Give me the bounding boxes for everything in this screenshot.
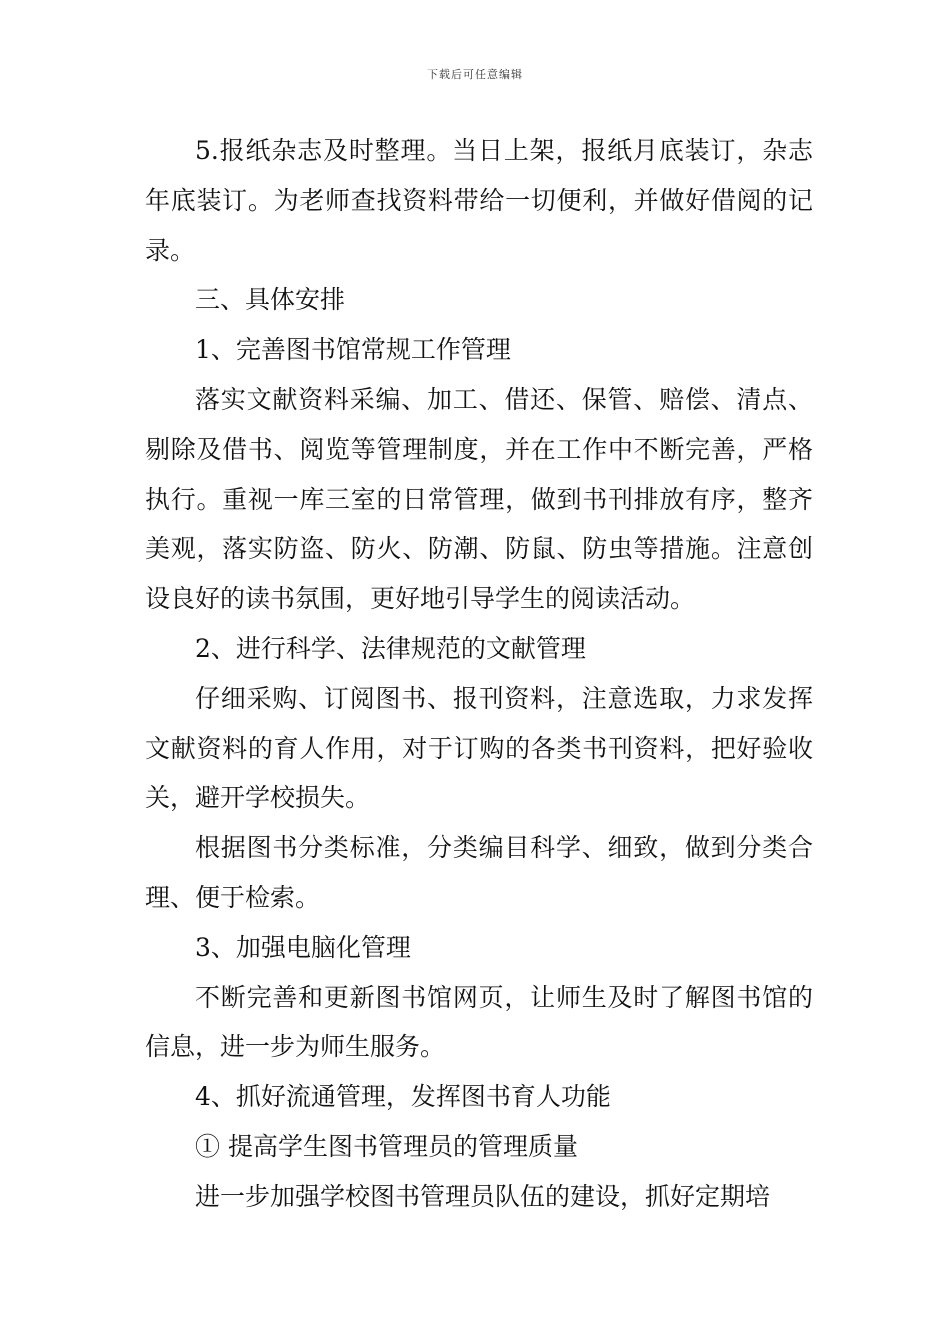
paragraph-classification: 根据图书分类标准，分类编目科学、细致，做到分类合理、便于检索。: [145, 833, 813, 912]
subheading-routine-management: 1、完善图书馆常规工作管理: [195, 335, 511, 365]
header-note: 下载后可任意编辑: [427, 68, 523, 81]
subheading-student-librarians: ① 提高学生图书管理员的管理质量: [195, 1131, 578, 1161]
paragraph-website: 不断完善和更新图书馆网页，让师生及时了解图书馆的信息，进一步为师生服务。: [145, 982, 813, 1062]
paragraph-procurement: 仔细采购、订阅图书、报刊资料，注意选取，力求发挥文献资料的育人作用，对于订购的各类书刊资料，把好验收关，避开学校损失。: [145, 683, 813, 813]
subheading-literature-management: 2、进行科学、法律规范的文献管理: [195, 633, 586, 663]
document-body: [145, 126, 813, 1222]
subheading-computerized-management: 3、加强电脑化管理: [195, 932, 411, 962]
section-heading-specific-arrangements: 三、具体安排: [195, 285, 346, 315]
paragraph-librarian-training: 进一步加强学校图书管理员队伍的建设，抓好定期培: [195, 1181, 771, 1211]
subheading-circulation-management: 4、抓好流通管理，发挥图书育人功能: [195, 1082, 611, 1112]
paragraph-item-5-newspapers: 5.报纸杂志及时整理。当日上架，报纸月底装订，杂志年底装订。为老师查找资料带给一切便利，并做好借阅的记录。: [145, 136, 813, 265]
paragraph-routine-management: 落实文献资料采编、加工、借还、保管、赔偿、清点、剔除及借书、阅览等管理制度，并在工作中不断完善，严格执行。重视一库三室的日常管理，做到书刊排放有序，整齐美观，落实防盗、防火、防潮、防鼠、防虫等措施。注意创设良好的读书氛围，更好地引导学生的阅读活动。: [145, 384, 813, 614]
